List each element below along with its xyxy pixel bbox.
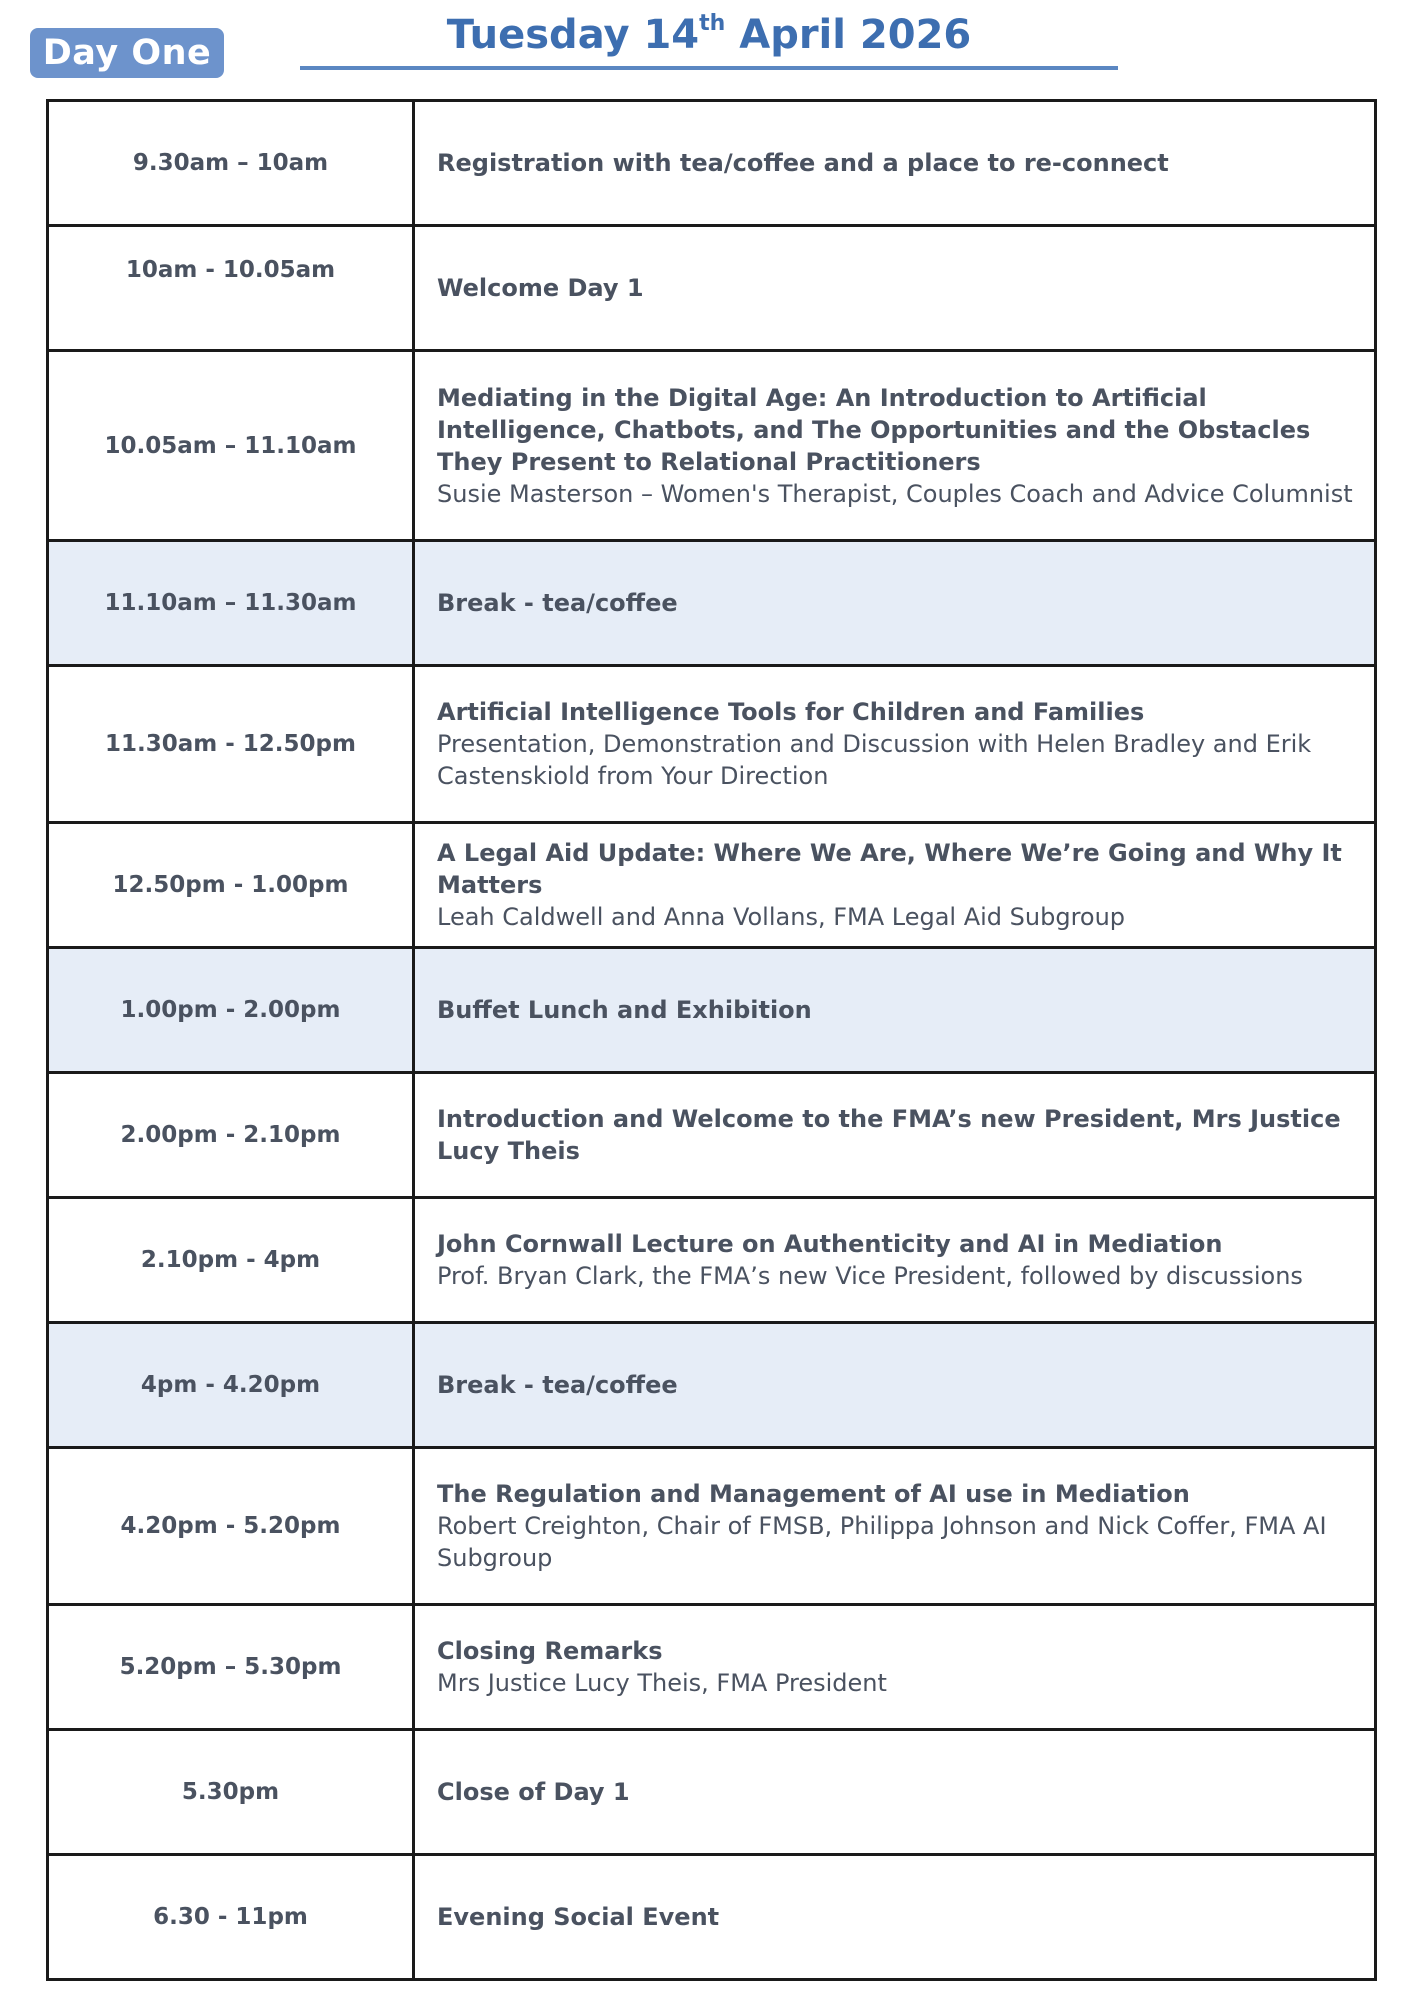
session-title: Registration with tea/coffee and a place to re-connect xyxy=(437,149,1169,177)
session-time: 4pm - 4.20pm xyxy=(48,1323,414,1448)
schedule-row xyxy=(48,1855,1376,1980)
session-title: Welcome Day 1 xyxy=(437,274,644,302)
session-title: Closing Remarks xyxy=(437,1637,663,1665)
session-details xyxy=(414,541,1376,666)
session-time: 9.30am – 10am xyxy=(48,101,414,226)
session-details xyxy=(414,226,1376,351)
page-title xyxy=(300,12,1118,58)
session-details xyxy=(414,1323,1376,1448)
session-speaker: Prof. Bryan Clark, the FMA’s new Vice President, followed by discussions xyxy=(437,1262,1303,1290)
session-speaker: Robert Creighton, Chair of FMSB, Philippa Johnson and Nick Coffer, FMA AI Subgroup xyxy=(437,1512,1327,1572)
session-speaker: Leah Caldwell and Anna Vollans, FMA Legal Aid Subgroup xyxy=(437,903,1126,931)
session-title: Evening Social Event xyxy=(437,1903,720,1931)
session-details xyxy=(414,1448,1376,1605)
session-title: Break - tea/coffee xyxy=(437,1371,678,1399)
session-details xyxy=(414,101,1376,226)
session-time: 10am - 10.05am xyxy=(48,226,414,351)
session-time: 10.05am – 11.10am xyxy=(48,351,414,541)
session-speaker: Presentation, Demonstration and Discussion with Helen Bradley and Erik Castenskiold from Your Direction xyxy=(437,730,1312,790)
day-badge: Day One xyxy=(30,28,224,78)
title-underline xyxy=(300,66,1118,70)
session-details xyxy=(414,1198,1376,1323)
schedule-row xyxy=(48,101,1376,226)
session-title: Close of Day 1 xyxy=(437,1778,630,1806)
schedule-row-break xyxy=(48,541,1376,666)
schedule-row xyxy=(48,1198,1376,1323)
schedule-row xyxy=(48,226,1376,351)
session-title: Mediating in the Digital Age: An Introduction to Artificial Intelligence, Chatbots, and The Opportunities and the Obstacles They Present to Relational Practitioners xyxy=(437,383,1311,476)
schedule-table xyxy=(46,99,1377,1981)
session-time: 12.50pm - 1.00pm xyxy=(48,823,414,948)
date-prefix: Tuesday 14 xyxy=(446,12,700,58)
session-title: Buffet Lunch and Exhibition xyxy=(437,996,812,1024)
schedule-row-break xyxy=(48,1323,1376,1448)
session-title: The Regulation and Management of AI use in Mediation xyxy=(437,1480,1190,1508)
session-details xyxy=(414,351,1376,541)
session-details xyxy=(414,823,1376,948)
session-details xyxy=(414,1730,1376,1855)
schedule-row xyxy=(48,351,1376,541)
session-title: A Legal Aid Update: Where We Are, Where We’re Going and Why It Matters xyxy=(437,839,1342,899)
schedule-row xyxy=(48,666,1376,823)
schedule-row xyxy=(48,1730,1376,1855)
schedule-row xyxy=(48,1448,1376,1605)
session-title: Introduction and Welcome to the FMA’s new President, Mrs Justice Lucy Theis xyxy=(437,1105,1341,1165)
session-speaker: Susie Masterson – Women's Therapist, Couples Coach and Advice Columnist xyxy=(437,479,1353,508)
session-time: 11.30am - 12.50pm xyxy=(48,666,414,823)
session-details xyxy=(414,948,1376,1073)
session-title: Break - tea/coffee xyxy=(437,589,678,617)
session-time: 2.10pm - 4pm xyxy=(48,1198,414,1323)
session-time: 5.20pm – 5.30pm xyxy=(48,1605,414,1730)
session-title: John Cornwall Lecture on Authenticity and AI in Mediation xyxy=(437,1230,1223,1258)
session-time: 2.00pm - 2.10pm xyxy=(48,1073,414,1198)
session-title: Artificial Intelligence Tools for Children and Families xyxy=(437,698,1145,726)
schedule-row xyxy=(48,1605,1376,1730)
session-time: 6.30 - 11pm xyxy=(48,1855,414,1980)
session-time: 1.00pm - 2.00pm xyxy=(48,948,414,1073)
session-details xyxy=(414,1073,1376,1198)
session-details xyxy=(414,1855,1376,1980)
session-speaker: Mrs Justice Lucy Theis, FMA President xyxy=(437,1669,887,1697)
session-details xyxy=(414,1605,1376,1730)
schedule-row xyxy=(48,823,1376,948)
date-suffix: April 2026 xyxy=(725,12,972,58)
schedule-row xyxy=(48,1073,1376,1198)
session-time: 11.10am – 11.30am xyxy=(48,541,414,666)
session-time: 5.30pm xyxy=(48,1730,414,1855)
date-ordinal: th xyxy=(699,10,726,36)
session-details xyxy=(414,666,1376,823)
schedule-row-break xyxy=(48,948,1376,1073)
session-time: 4.20pm - 5.20pm xyxy=(48,1448,414,1605)
